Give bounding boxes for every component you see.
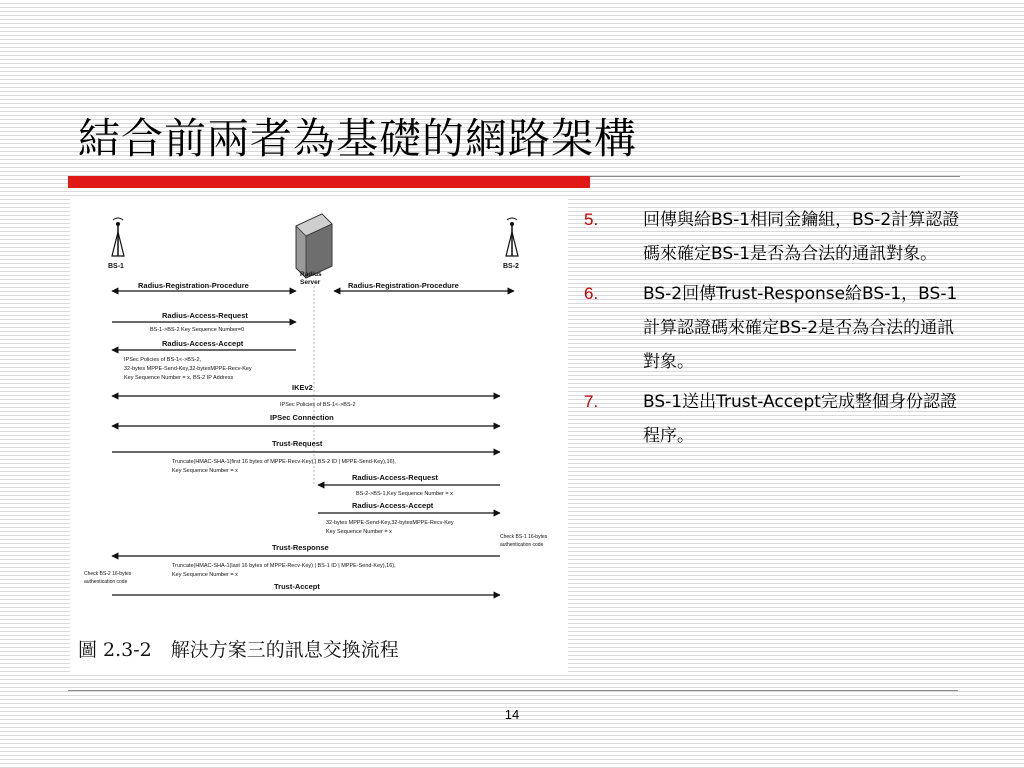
bs1-label: BS-1 (108, 263, 124, 270)
radius-label-line1: Radius (300, 271, 322, 278)
page-number: 14 (504, 707, 520, 722)
ipsec-connection-label: IPSec Connection (270, 413, 334, 422)
check-bs2-note-2: authentication code (84, 579, 128, 585)
ikev2-note: IPSec Policies of BS-1<->BS-2 (280, 402, 356, 408)
message-flow-figure (70, 196, 568, 674)
list-item (576, 277, 966, 379)
list-item-text: BS-2回傳Trust-Response給BS-1，BS-1計算認證碼來確定BS-2是否為合法的通訊對象。 (643, 284, 958, 372)
list-item-text: BS-1送出Trust-Accept完成整個身份認證程序。 (643, 392, 957, 446)
bs1-antenna-icon (112, 218, 124, 256)
slide-title: 結合前兩者為基礎的網路架構 (78, 114, 638, 163)
bs2-label: BS-2 (503, 263, 519, 270)
radius-label-line2: Server (300, 279, 321, 286)
access-request-2-label: Radius-Access-Request (352, 473, 438, 482)
access-accept-1-note-1: IPSec Policies of BS-1<->BS-2, (124, 357, 202, 363)
access-accept-2-label: Radius-Access-Accept (352, 501, 434, 510)
figure-caption: 圖 2.3-2 解決方案三的訊息交換流程 (78, 639, 399, 661)
access-accept-1-label: Radius-Access-Accept (162, 339, 244, 348)
list-item (576, 203, 966, 271)
check-bs2-note-1: Check BS-2 16-bytes (84, 571, 132, 577)
trust-request-label: Trust-Request (272, 439, 323, 448)
trust-accept-label: Trust-Accept (274, 582, 320, 591)
access-accept-1-note-2: 32-bytes MPPE-Send-Key,32-bytesMPPE-Recv-Key (124, 366, 252, 372)
bullet-list (576, 203, 966, 459)
access-request-1-note: BS-1->BS-2 Key Sequence Number=0 (150, 327, 245, 333)
message-flow-diagram (70, 196, 568, 674)
radius-server-icon (296, 214, 332, 278)
list-item-text: 回傳與給BS-1相同金鑰組，BS-2計算認證碼來確定BS-1是否為合法的通訊對象。 (643, 210, 960, 264)
trust-request-note-2: Key Sequence Number = x (172, 468, 238, 474)
access-accept-2-note-1: 32-bytes MPPE-Send-Key,32-bytesMPPE-Recv-Key (326, 520, 454, 526)
ikev2-label: IKEv2 (292, 383, 313, 392)
bs2-antenna-icon (506, 218, 518, 256)
list-item-number: 6. (584, 284, 599, 303)
footer-rule (68, 690, 958, 691)
title-underline-accent (68, 176, 590, 188)
reg-right-label: Radius-Registration-Procedure (348, 281, 459, 290)
reg-left-label: Radius-Registration-Procedure (138, 281, 249, 290)
trust-response-note-2: Key Sequence Number = x (172, 572, 238, 578)
access-request-1-label: Radius-Access-Request (162, 311, 248, 320)
trust-request-note-1: Truncate(HMAC-SHA-1(first 16 bytes of MPPE-Recv-Key) | BS-2 ID | MPPE-Send-Key),16), (172, 459, 396, 465)
access-request-2-note: BS-2->BS-1,Key Sequence Number = x (356, 491, 453, 497)
list-item-number: 7. (584, 392, 599, 411)
list-item (576, 385, 966, 453)
list-item-number: 5. (584, 210, 599, 229)
check-bs1-note-1: Check BS-1 16-bytes (500, 534, 548, 540)
trust-response-note-1: Truncate(HMAC-SHA-1(last 16 bytes of MPPE-Recv-Key) | BS-1 ID | MPPE-Send-Key),16), (172, 563, 396, 569)
trust-response-label: Trust-Response (272, 543, 329, 552)
access-accept-1-note-3: Key Sequence Number = x, BS-2 IP Address (124, 375, 234, 381)
title-underline-rule (590, 176, 960, 177)
access-accept-2-note-2: Key Sequence Number = x (326, 529, 392, 535)
check-bs1-note-2: authentication code (500, 542, 544, 548)
